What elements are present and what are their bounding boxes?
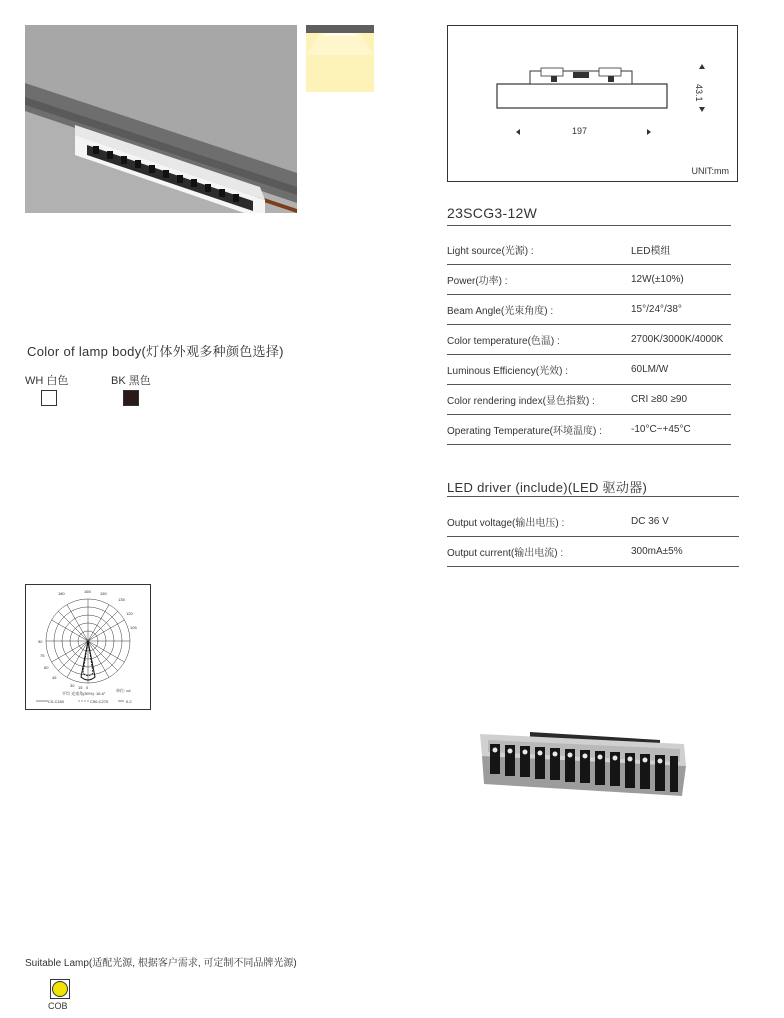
polar-angle-label: 60: [44, 665, 49, 670]
polar-angle-label: 135: [118, 597, 125, 602]
spec-table: [447, 235, 731, 445]
cob-icon: [52, 981, 68, 997]
track-light-illustration: [25, 25, 297, 213]
polar-legend-2: C90-C270: [90, 699, 109, 704]
spec-label: Color temperature(色温) :: [447, 336, 560, 347]
spec-label: Light source(光源) :: [447, 246, 534, 257]
polar-legend-3: 0.2: [126, 699, 132, 704]
lamp-module-photo: [474, 726, 694, 796]
spec-label: Power(功率) :: [447, 276, 508, 287]
lamp-module-illustration: [474, 726, 694, 796]
polar-unit: 单位: cd: [116, 688, 131, 693]
spec-row: [447, 295, 731, 325]
spec-value: -10°C~+45°C: [631, 424, 691, 435]
spec-value: LED模组: [631, 246, 671, 257]
polar-angle-label: 165: [84, 589, 91, 594]
spec-row: [447, 355, 731, 385]
color-swatch-white: [41, 390, 57, 406]
length-dimension: 197: [572, 126, 588, 136]
body-color-title: Color of lamp body(灯体外观多种颜色选择): [27, 344, 284, 359]
light-effect-photo: [306, 25, 374, 92]
spec-label: Color rendering index(显色指数) :: [447, 396, 595, 407]
driver-value: DC 36 V: [631, 516, 669, 527]
product-photo: [25, 25, 297, 213]
model-title-underline: [447, 225, 731, 226]
spec-value: 2700K/3000K/4000K: [631, 334, 724, 345]
spec-value: 15°/24°/38°: [631, 304, 682, 315]
driver-title: LED driver (include)(LED 驱动器): [447, 480, 648, 495]
unit-label: UNIT:mm: [691, 166, 729, 176]
model-title: 23SCG3-12W: [447, 205, 538, 221]
driver-label: Output voltage(输出电压) :: [447, 518, 565, 529]
suitable-lamp-text: Suitable Lamp(适配光源, 根据客户需求, 可定制不同品牌光源): [25, 958, 297, 969]
spec-row: [447, 235, 731, 265]
color-swatch-black: [123, 390, 139, 406]
dimension-drawing: [447, 25, 738, 182]
driver-value: 300mA±5%: [631, 546, 683, 557]
light-beam-illustration: [306, 25, 374, 92]
polar-angle-label: 15: [78, 685, 83, 690]
cob-icon-frame: [50, 979, 70, 999]
color-option-white-label: WH 白色: [25, 375, 69, 387]
polar-note: 平均 光束角(50%): 16.6°: [62, 691, 106, 696]
spec-row: [447, 265, 731, 295]
polar-legend-1: C0-C180: [48, 699, 65, 704]
driver-title-underline: [447, 496, 739, 497]
driver-label: Output current(输出电流) :: [447, 548, 564, 559]
spec-label: Beam Angle(光束角度) :: [447, 306, 554, 317]
polar-angle-label: 30: [70, 683, 75, 688]
spec-row: [447, 415, 731, 445]
spec-row: [447, 385, 731, 415]
polar-angle-label: 75: [40, 653, 45, 658]
light-distribution-chart: [25, 584, 151, 710]
driver-table: [447, 507, 739, 567]
height-dimension: 43.1: [694, 84, 704, 102]
polar-angle-label: 0: [86, 685, 89, 690]
polar-angle-label: 105: [130, 625, 137, 630]
polar-angle-label: 120: [126, 611, 133, 616]
spec-value: 12W(±10%): [631, 274, 684, 285]
spec-value: 60LM/W: [631, 364, 669, 375]
cob-label: COB: [48, 1001, 68, 1011]
dimension-sketch: [448, 26, 737, 181]
driver-row: [447, 537, 739, 567]
spec-label: Luminous Efficiency(光效) :: [447, 366, 568, 377]
driver-row: [447, 507, 739, 537]
spec-value: CRI ≥80 ≥90: [631, 394, 688, 405]
polar-angle-label: 90: [38, 639, 43, 644]
color-option-black-label: BK 黑色: [111, 375, 151, 387]
spec-row: [447, 325, 731, 355]
spec-label: Operating Temperature(环境温度) :: [447, 426, 602, 437]
polar-angle-label: 45: [52, 675, 57, 680]
polar-angle-label: 150: [100, 591, 107, 596]
polar-angle-label: 180: [58, 591, 65, 596]
